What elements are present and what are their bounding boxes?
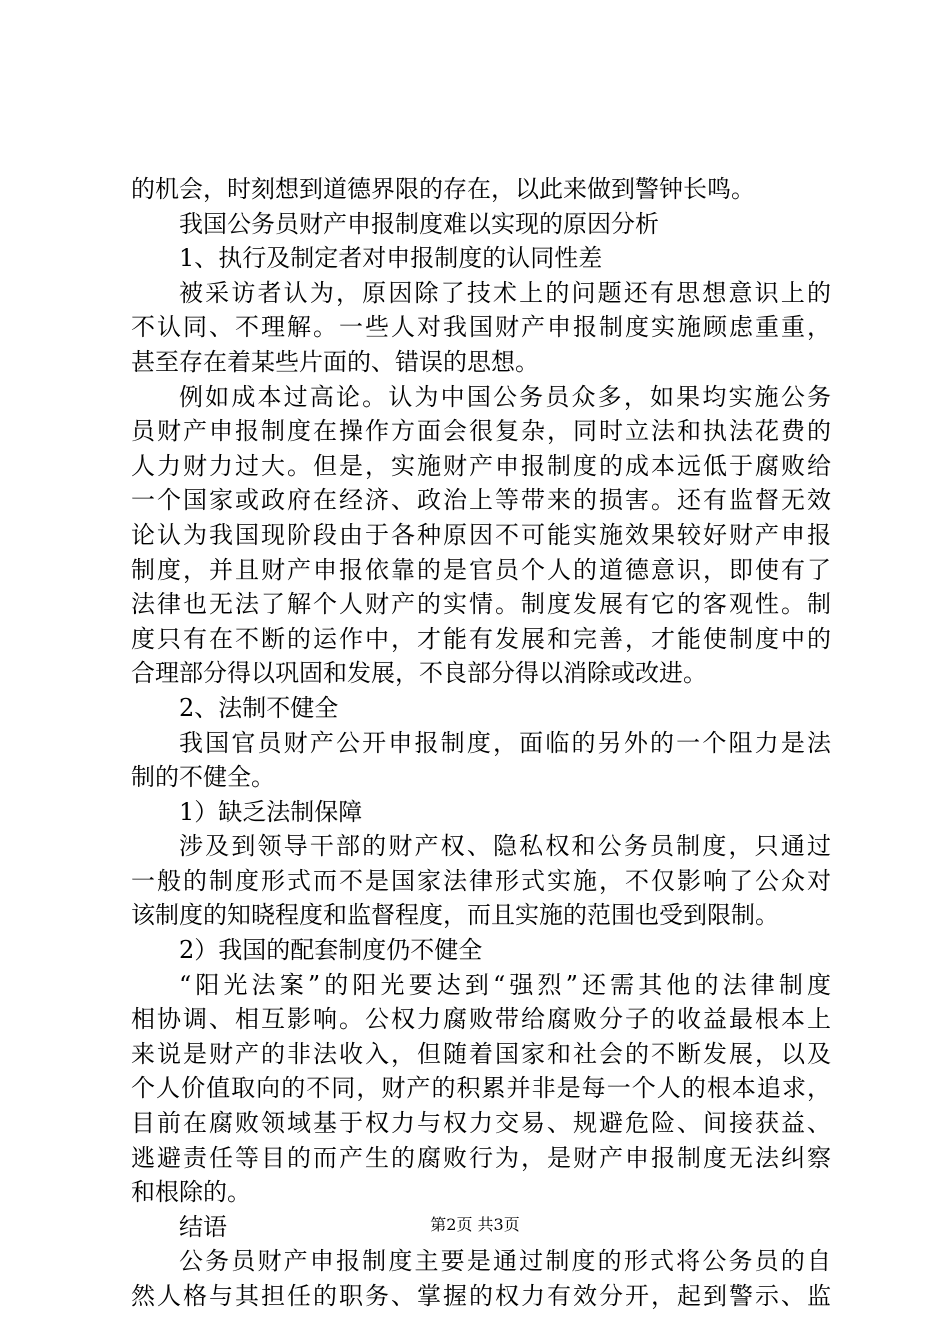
text-line: 结语 bbox=[179, 1212, 227, 1241]
text-line: 人力财力过大。但是，实施财产申报制度的成本远低于腐败给 bbox=[131, 451, 831, 480]
text-line: 度只有在不断的运作中，才能有发展和完善，才能使制度中的 bbox=[131, 624, 831, 653]
text-line: 然人格与其担任的职务、掌握的权力有效分开，起到警示、监 bbox=[131, 1282, 831, 1310]
text-line: 目前在腐败领域基于权力与权力交易、规避危险、间接获益、 bbox=[131, 1109, 831, 1138]
text-line: 公务员财产申报制度主要是通过制度的形式将公务员的自 bbox=[179, 1247, 831, 1276]
text-line: 个人价值取向的不同，财产的积累并非是每一个人的根本追求， bbox=[131, 1074, 831, 1103]
text-line: 来说是财产的非法收入，但随着国家和社会的不断发展，以及 bbox=[131, 1039, 831, 1068]
text-line: 制的不健全。 bbox=[131, 763, 275, 792]
text-line: 我国公务员财产申报制度难以实现的原因分析 bbox=[179, 209, 659, 238]
text-line: 员财产申报制度在操作方面会很复杂，同时立法和执法花费的 bbox=[131, 417, 831, 446]
text-line: 一般的制度形式而不是国家法律形式实施，不仅影响了公众对 bbox=[131, 866, 831, 895]
page-footer: 第2页 共3页 bbox=[430, 1215, 520, 1234]
text-line: 制度，并且财产申报依靠的是官员个人的道德意识，即使有了 bbox=[131, 555, 831, 584]
text-line: 不认同、不理解。一些人对我国财产申报制度实施顾虑重重， bbox=[131, 313, 831, 342]
text-line: 和根除的。 bbox=[131, 1178, 251, 1207]
text-line: 逃避责任等目的而产生的腐败行为，是财产申报制度无法纠察 bbox=[131, 1143, 831, 1172]
text-line: 论认为我国现阶段由于各种原因不可能实施效果较好财产申报 bbox=[131, 520, 831, 549]
text-line: 一个国家或政府在经济、政治上等带来的损害。还有监督无效 bbox=[131, 486, 831, 515]
text-line: 相协调、相互影响。公权力腐败带给腐败分子的收益最根本上 bbox=[131, 1005, 831, 1034]
text-line: 1、执行及制定者对申报制度的认同性差 bbox=[179, 244, 603, 273]
text-line: 该制度的知晓程度和监督程度，而且实施的范围也受到限制。 bbox=[131, 901, 779, 930]
text-line: 法律也无法了解个人财产的实情。制度发展有它的客观性。制 bbox=[131, 590, 831, 619]
text-line: 涉及到领导干部的财产权、隐私权和公务员制度，只通过 bbox=[179, 832, 831, 861]
text-line: 2、法制不健全 bbox=[179, 693, 339, 722]
text-line: 被采访者认为，原因除了技术上的问题还有思想意识上的 bbox=[179, 278, 831, 307]
document-body bbox=[131, 172, 831, 1314]
text-line: 我国官员财产公开申报制度，面临的另外的一个阻力是法 bbox=[179, 728, 831, 757]
text-line: 的机会，时刻想到道德界限的存在，以此来做到警钟长鸣。 bbox=[131, 175, 755, 203]
text-line: “阳光法案”的阳光要达到“强烈”还需其他的法律制度 bbox=[179, 970, 831, 999]
text-line: 例如成本过高论。认为中国公务员众多，如果均实施公务 bbox=[179, 382, 831, 411]
text-line: 1）缺乏法制保障 bbox=[179, 797, 363, 826]
text-line: 2）我国的配套制度仍不健全 bbox=[179, 936, 483, 965]
text-line: 合理部分得以巩固和发展，不良部分得以消除或改进。 bbox=[131, 659, 707, 688]
text-line: 甚至存在着某些片面的、错误的思想。 bbox=[131, 347, 539, 376]
